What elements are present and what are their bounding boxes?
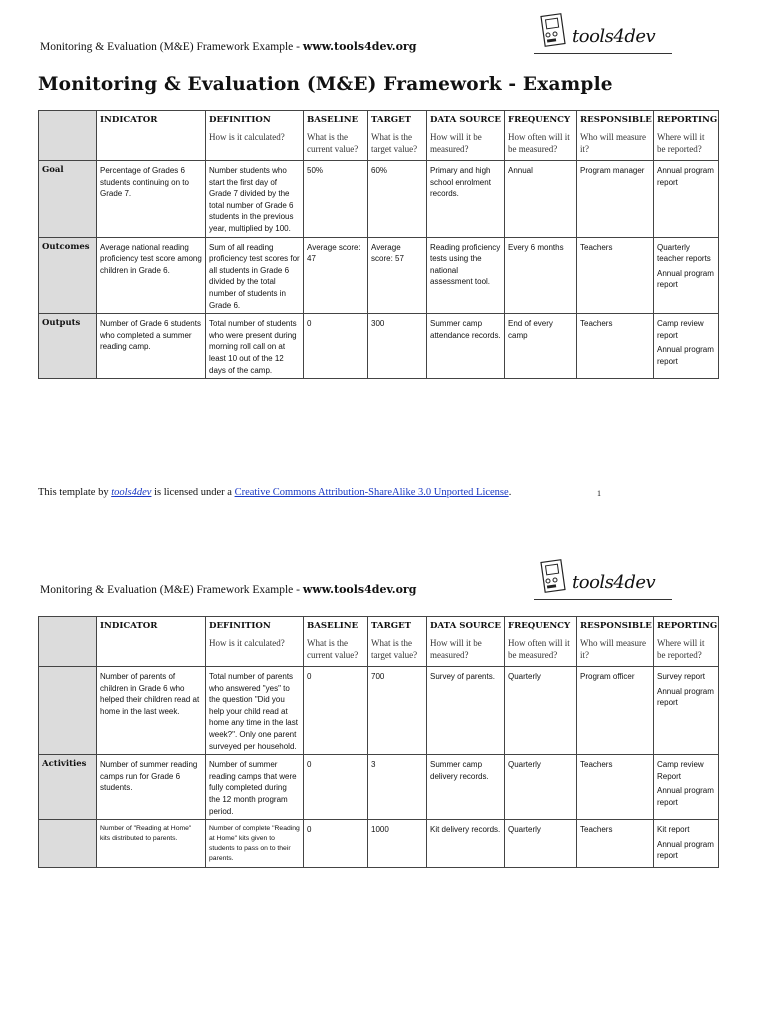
page-title: Monitoring & Evaluation (M&E) Framework - Example (38, 74, 613, 95)
cell-source: Primary and high school enrolment records. (427, 161, 505, 238)
row-label: Outcomes (39, 237, 97, 314)
cell-target: 300 (368, 314, 427, 379)
reporting-item: Annual program report (657, 686, 714, 708)
cell-definition: Number of summer reading camps that were fully completed during the 12 month program period. (206, 755, 304, 820)
reporting-item: Annual program report (657, 345, 714, 366)
cell-reporting (654, 667, 719, 755)
header-definition: DEFINITION How is it calculated? (206, 111, 304, 161)
reporting-item: Survey report (657, 672, 706, 681)
table-row (39, 237, 719, 314)
cell-baseline: Average score: 47 (304, 237, 368, 314)
cell-definition: Total number of students who were present during morning roll call on at least 10 out of the 12 days of the camp. (206, 314, 304, 379)
license-link[interactable]: Creative Commons Attribution-ShareAlike 3.0 Unported License (234, 487, 509, 498)
cell-source: Kit delivery records. (427, 820, 505, 868)
page-header (40, 40, 416, 53)
reporting-item: Camp review Report (657, 760, 704, 781)
header-data-source: DATA SOURCE How will it be measured? (427, 111, 505, 161)
header-indicator: INDICATOR (97, 111, 206, 161)
cell-responsible: Teachers (577, 237, 654, 314)
cell-reporting (654, 237, 719, 314)
header-data-source: DATA SOURCE How will it be measured? (427, 617, 505, 667)
cell-target: 3 (368, 755, 427, 820)
table-row (39, 820, 719, 868)
reporting-item: Annual program report (657, 786, 714, 807)
reporting-item: Quarterly teacher reports (657, 242, 711, 264)
cell-definition: Number of complete "Reading at Home" kits given to students to pass on to their parents. (206, 820, 304, 868)
header-baseline: BASELINE What is the current value? (304, 111, 368, 161)
header-reporting: REPORTING Where will it be reported? (654, 617, 719, 667)
row-label (39, 667, 97, 755)
cell-target: Average score: 57 (368, 237, 427, 314)
cell-frequency: Annual (505, 161, 577, 238)
table-row (39, 314, 719, 379)
header-corner (39, 111, 97, 161)
header-frequency: FREQUENCY How often will it be measured? (505, 617, 577, 667)
header-frequency: FREQUENCY How often will it be measured? (505, 111, 577, 161)
cell-reporting (654, 755, 719, 820)
reporting-item: Annual program report (657, 268, 714, 290)
logo-text: tools4dev (572, 26, 656, 47)
cell-indicator: Number of Grade 6 students who completed a summer reading camp. (97, 314, 206, 379)
cell-baseline: 0 (304, 820, 368, 868)
row-label: Goal (39, 161, 97, 238)
header-target: TARGET What is the target value? (368, 111, 427, 161)
logo-underline (534, 53, 672, 54)
cell-frequency: Quarterly (505, 667, 577, 755)
table-row (39, 755, 719, 820)
cell-reporting (654, 314, 719, 379)
cell-responsible: Teachers (577, 755, 654, 820)
cell-target: 700 (368, 667, 427, 755)
cell-source: Reading proficiency tests using the national assessment tool. (427, 237, 505, 314)
page-header-2: Monitoring & Evaluation (M&E) Framework Example - www.tools4dev.org (40, 583, 417, 596)
cell-frequency: Every 6 months (505, 237, 577, 314)
cell-baseline: 0 (304, 314, 368, 379)
cell-indicator: Average national reading proficiency test score among children in Grade 6. (97, 237, 206, 314)
cell-reporting (654, 161, 719, 238)
header-text: Monitoring & Evaluation (M&E) Framework Example - (40, 41, 303, 53)
logo-sketch-icon (534, 558, 568, 598)
cell-target: 1000 (368, 820, 427, 868)
row-label: Activities (39, 755, 97, 820)
cell-responsible: Program manager (577, 161, 654, 238)
cell-responsible: Teachers (577, 314, 654, 379)
header-baseline: BASELINE What is the current value? (304, 617, 368, 667)
cell-baseline: 50% (304, 161, 368, 238)
cell-indicator: Number of parents of children in Grade 6 who helped their children read at home in the last week. (97, 667, 206, 755)
cell-source: Summer camp attendance records. (427, 314, 505, 379)
cell-indicator: Number of summer reading camps run for Grade 6 students. (97, 755, 206, 820)
cell-frequency: Quarterly (505, 820, 577, 868)
cell-baseline: 0 (304, 755, 368, 820)
cell-frequency: End of every camp (505, 314, 577, 379)
header-indicator: INDICATOR (97, 617, 206, 667)
logo-underline (534, 599, 672, 600)
reporting-item: Camp review report (657, 319, 704, 340)
tools4dev-logo-2 (534, 558, 674, 604)
cell-frequency: Quarterly (505, 755, 577, 820)
header-site: www.tools4dev.org (302, 40, 417, 53)
reporting-item: Annual program report (657, 839, 714, 861)
cell-definition: Sum of all reading proficiency test scores for all students in Grade 6 divided by the total number of students in Grade 6. (206, 237, 304, 314)
reporting-item: Annual program report (657, 166, 714, 187)
cell-indicator: Number of "Reading at Home" kits distributed to parents. (97, 820, 206, 868)
header-reporting: REPORTING Where will it be reported? (654, 111, 719, 161)
cell-definition: Number students who start the first day of Grade 7 divided by the total number of Grade 6 students in the previous year, multiplied by 100. (206, 161, 304, 238)
cell-source: Survey of parents. (427, 667, 505, 755)
logo-text: tools4dev (572, 572, 656, 593)
header-corner (39, 617, 97, 667)
cell-source: Summer camp delivery records. (427, 755, 505, 820)
header-responsible: RESPONSIBLE Who will measure it? (577, 617, 654, 667)
cell-baseline: 0 (304, 667, 368, 755)
row-label (39, 820, 97, 868)
cell-indicator: Percentage of Grades 6 students continuing on to Grade 7. (97, 161, 206, 238)
page-number: 1 (597, 489, 601, 498)
table-header (39, 111, 719, 161)
framework-table-page2 (38, 616, 719, 868)
cell-reporting (654, 820, 719, 868)
tools4dev-logo (534, 12, 674, 58)
cell-responsible: Program officer (577, 667, 654, 755)
reporting-item: Kit report (657, 825, 690, 835)
logo-sketch-icon (534, 12, 568, 52)
table-row (39, 667, 719, 755)
table-header (39, 617, 719, 667)
header-responsible: RESPONSIBLE Who will measure it? (577, 111, 654, 161)
header-target: TARGET What is the target value? (368, 617, 427, 667)
cell-responsible: Teachers (577, 820, 654, 868)
table-body (39, 667, 719, 868)
cell-target: 60% (368, 161, 427, 238)
header-definition: DEFINITION How is it calculated? (206, 617, 304, 667)
row-label: Outputs (39, 314, 97, 379)
license-footer: This template by tools4dev is licensed under a Creative Commons Attribution-ShareAlike 3.0 Unported License. (38, 487, 512, 498)
table-row (39, 161, 719, 238)
framework-table-page1 (38, 110, 719, 379)
table-body (39, 161, 719, 379)
cell-definition: Total number of parents who answered "yes" to the question "Did you help your child read at home any time in the last week?". Only one parent surveyed per household. (206, 667, 304, 755)
author-link[interactable]: tools4dev (111, 487, 152, 498)
